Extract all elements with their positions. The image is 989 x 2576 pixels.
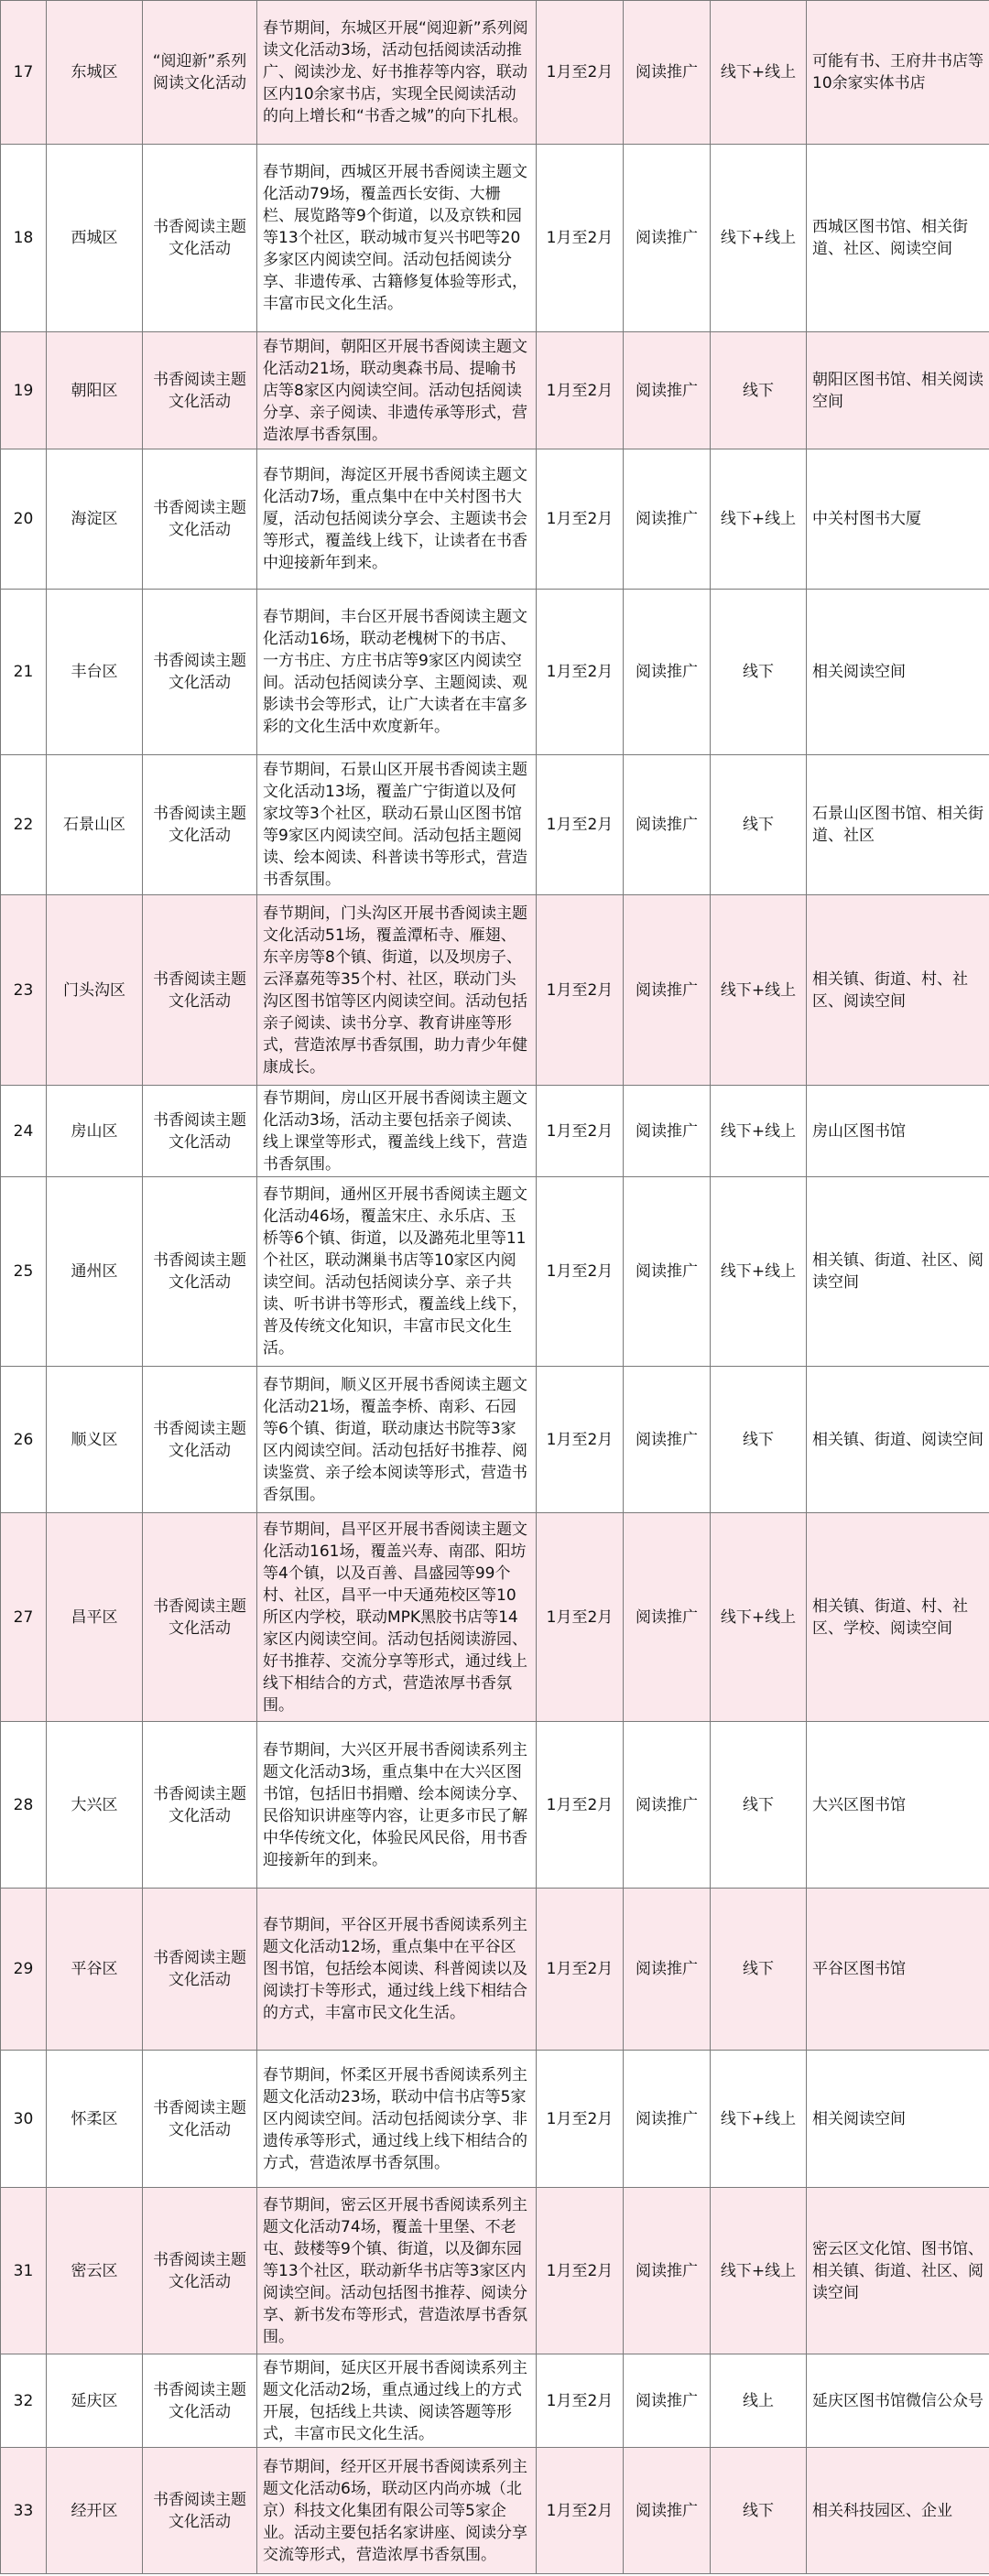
time-cell: 1月至2月 bbox=[537, 1367, 624, 1513]
venue-cell: 大兴区图书馆 bbox=[807, 1722, 989, 1889]
type-cell: 阅读推广 bbox=[624, 755, 711, 895]
type-cell: 阅读推广 bbox=[624, 2051, 711, 2188]
type-cell: 阅读推广 bbox=[624, 895, 711, 1086]
mode-cell: 线下 bbox=[711, 1367, 807, 1513]
row-number: 19 bbox=[1, 332, 47, 449]
description-cell: 春节期间，门头沟区开展书香阅读主题文化活动51场，覆盖潭柘寺、雁翅、东辛房等8个镇、街道，以及坝房子、云泽嘉苑等35个村、社区，联动门头沟区图书馆等区内阅读空间。活动包括亲子阅读、读书分享、教育讲座等形式，营造浓厚书香氛围，助力青少年健康成长。 bbox=[257, 895, 537, 1086]
activity-name-cell: “阅迎新”系列阅读文化活动 bbox=[143, 1, 257, 145]
description-cell: 春节期间，顺义区开展书香阅读主题文化活动21场，覆盖李桥、南彩、石园等6个镇、街道，联动康达书院等3家区内阅读空间。活动包括好书推荐、阅读鉴赏、亲子绘本阅读等形式，营造书香氛围。 bbox=[257, 1367, 537, 1513]
mode-cell: 线下+线上 bbox=[711, 145, 807, 332]
venue-cell: 石景山区图书馆、相关街道、社区 bbox=[807, 755, 989, 895]
mode-cell: 线下+线上 bbox=[711, 1, 807, 145]
table-row bbox=[1, 2354, 989, 2448]
row-number: 28 bbox=[1, 1722, 47, 1889]
description-cell: 春节期间，西城区开展书香阅读主题文化活动79场，覆盖西长安街、大栅栏、展览路等9个街道，以及京铁和园等13个社区，联动城市复兴书吧等20多家区内阅读空间。活动包括阅读分享、非遗传承、古籍修复体验等形式，丰富市民文化生活。 bbox=[257, 145, 537, 332]
row-number: 21 bbox=[1, 590, 47, 755]
activity-name-cell: 书香阅读主题文化活动 bbox=[143, 755, 257, 895]
description-cell: 春节期间，大兴区开展书香阅读系列主题文化活动3场，重点集中在大兴区图书馆，包括旧书捐赠、绘本阅读分享、民俗知识讲座等内容，让更多市民了解中华传统文化，体验民风民俗，用书香迎接新年的到来。 bbox=[257, 1722, 537, 1889]
row-number: 25 bbox=[1, 1177, 47, 1367]
activity-name-cell: 书香阅读主题文化活动 bbox=[143, 1086, 257, 1177]
description-cell: 春节期间，经开区开展书香阅读系列主题文化活动6场，联动区内尚亦城（北京）科技文化集团有限公司等5家企业。活动主要包括名家讲座、阅读分享交流等形式，营造浓厚书香氛围。 bbox=[257, 2448, 537, 2574]
type-cell: 阅读推广 bbox=[624, 1086, 711, 1177]
district-cell: 怀柔区 bbox=[47, 2051, 143, 2188]
district-cell: 东城区 bbox=[47, 1, 143, 145]
venue-cell: 相关阅读空间 bbox=[807, 590, 989, 755]
district-cell: 大兴区 bbox=[47, 1722, 143, 1889]
type-cell: 阅读推广 bbox=[624, 1513, 711, 1722]
time-cell: 1月至2月 bbox=[537, 1, 624, 145]
description-cell: 春节期间，昌平区开展书香阅读主题文化活动161场，覆盖兴寿、南邵、阳坊等4个镇，以及百善、昌盛园等99个村、社区，昌平一中天通苑校区等10所区内学校，联动MPK黑胶书店等14家区内阅读空间。活动包括阅读游园、好书推荐、交流分享等形式，通过线上线下相结合的方式，营造浓厚书香氛围。 bbox=[257, 1513, 537, 1722]
row-number: 20 bbox=[1, 449, 47, 590]
type-cell: 阅读推广 bbox=[624, 449, 711, 590]
time-cell: 1月至2月 bbox=[537, 145, 624, 332]
table-row bbox=[1, 1513, 989, 1722]
activity-name-cell: 书香阅读主题文化活动 bbox=[143, 895, 257, 1086]
venue-cell: 相关科技园区、企业 bbox=[807, 2448, 989, 2574]
time-cell: 1月至2月 bbox=[537, 1177, 624, 1367]
mode-cell: 线下 bbox=[711, 1722, 807, 1889]
district-cell: 通州区 bbox=[47, 1177, 143, 1367]
mode-cell: 线下+线上 bbox=[711, 449, 807, 590]
mode-cell: 线下 bbox=[711, 1889, 807, 2051]
description-cell: 春节期间，丰台区开展书香阅读主题文化活动16场，联动老槐树下的书店、一方书庄、方庄书店等9家区内阅读空间。活动包括阅读分享、主题阅读、观影读书会等形式，让广大读者在丰富多彩的文化生活中欢度新年。 bbox=[257, 590, 537, 755]
table-row bbox=[1, 332, 989, 449]
activity-name-cell: 书香阅读主题文化活动 bbox=[143, 2188, 257, 2354]
venue-cell: 房山区图书馆 bbox=[807, 1086, 989, 1177]
type-cell: 阅读推广 bbox=[624, 1722, 711, 1889]
venue-cell: 相关阅读空间 bbox=[807, 2051, 989, 2188]
row-number: 27 bbox=[1, 1513, 47, 1722]
district-cell: 房山区 bbox=[47, 1086, 143, 1177]
table-row bbox=[1, 2448, 989, 2574]
district-cell: 丰台区 bbox=[47, 590, 143, 755]
type-cell: 阅读推广 bbox=[624, 2354, 711, 2448]
description-cell: 春节期间，东城区开展“阅迎新”系列阅读文化活动3场，活动包括阅读活动推广、阅读沙龙、好书推荐等内容，联动区内10余家书店，实现全民阅读活动的向上增长和“书香之城”的向下扎根。 bbox=[257, 1, 537, 145]
table-row bbox=[1, 1889, 989, 2051]
description-cell: 春节期间，通州区开展书香阅读主题文化活动46场，覆盖宋庄、永乐店、玉桥等6个镇、街道，以及潞苑北里等11个社区，联动渊巢书店等10家区内阅读空间。活动包括阅读分享、亲子共读、听书讲书等形式，覆盖线上线下，普及传统文化知识，丰富市民文化生活。 bbox=[257, 1177, 537, 1367]
mode-cell: 线下 bbox=[711, 755, 807, 895]
time-cell: 1月至2月 bbox=[537, 332, 624, 449]
table-row bbox=[1, 755, 989, 895]
venue-cell: 西城区图书馆、相关街道、社区、阅读空间 bbox=[807, 145, 989, 332]
time-cell: 1月至2月 bbox=[537, 590, 624, 755]
type-cell: 阅读推广 bbox=[624, 1177, 711, 1367]
activity-name-cell: 书香阅读主题文化活动 bbox=[143, 1367, 257, 1513]
row-number: 33 bbox=[1, 2448, 47, 2574]
mode-cell: 线下 bbox=[711, 590, 807, 755]
venue-cell: 相关镇、街道、村、社区、学校、阅读空间 bbox=[807, 1513, 989, 1722]
time-cell: 1月至2月 bbox=[537, 755, 624, 895]
mode-cell: 线下+线上 bbox=[711, 2188, 807, 2354]
time-cell: 1月至2月 bbox=[537, 449, 624, 590]
time-cell: 1月至2月 bbox=[537, 2051, 624, 2188]
activity-name-cell: 书香阅读主题文化活动 bbox=[143, 1889, 257, 2051]
district-cell: 石景山区 bbox=[47, 755, 143, 895]
time-cell: 1月至2月 bbox=[537, 1722, 624, 1889]
mode-cell: 线下+线上 bbox=[711, 1177, 807, 1367]
mode-cell: 线下+线上 bbox=[711, 895, 807, 1086]
time-cell: 1月至2月 bbox=[537, 895, 624, 1086]
mode-cell: 线下+线上 bbox=[711, 1513, 807, 1722]
venue-cell: 朝阳区图书馆、相关阅读空间 bbox=[807, 332, 989, 449]
venue-cell: 延庆区图书馆微信公众号 bbox=[807, 2354, 989, 2448]
time-cell: 1月至2月 bbox=[537, 1513, 624, 1722]
type-cell: 阅读推广 bbox=[624, 1367, 711, 1513]
table-row bbox=[1, 590, 989, 755]
description-cell: 春节期间，平谷区开展书香阅读系列主题文化活动12场，重点集中在平谷区图书馆，包括绘本阅读、科普阅读以及阅读打卡等形式，通过线上线下相结合的方式，丰富市民文化生活。 bbox=[257, 1889, 537, 2051]
type-cell: 阅读推广 bbox=[624, 145, 711, 332]
district-cell: 昌平区 bbox=[47, 1513, 143, 1722]
time-cell: 1月至2月 bbox=[537, 2188, 624, 2354]
district-cell: 西城区 bbox=[47, 145, 143, 332]
district-cell: 门头沟区 bbox=[47, 895, 143, 1086]
district-cell: 海淀区 bbox=[47, 449, 143, 590]
table-row bbox=[1, 1086, 989, 1177]
row-number: 22 bbox=[1, 755, 47, 895]
row-number: 30 bbox=[1, 2051, 47, 2188]
time-cell: 1月至2月 bbox=[537, 1086, 624, 1177]
table-row bbox=[1, 2188, 989, 2354]
mode-cell: 线上 bbox=[711, 2354, 807, 2448]
district-cell: 平谷区 bbox=[47, 1889, 143, 2051]
table-row bbox=[1, 145, 989, 332]
venue-cell: 可能有书、王府井书店等10余家实体书店 bbox=[807, 1, 989, 145]
type-cell: 阅读推广 bbox=[624, 590, 711, 755]
row-number: 17 bbox=[1, 1, 47, 145]
row-number: 32 bbox=[1, 2354, 47, 2448]
description-cell: 春节期间，石景山区开展书香阅读主题文化活动13场，覆盖广宁街道以及何家坟等3个社区，联动石景山区图书馆等9家区内阅读空间。活动包括主题阅读、绘本阅读、科普读书等形式，营造书香氛围。 bbox=[257, 755, 537, 895]
description-cell: 春节期间，房山区开展书香阅读主题文化活动3场，活动主要包括亲子阅读、线上课堂等形式，覆盖线上线下，营造书香氛围。 bbox=[257, 1086, 537, 1177]
activity-name-cell: 书香阅读主题文化活动 bbox=[143, 1513, 257, 1722]
type-cell: 阅读推广 bbox=[624, 332, 711, 449]
district-cell: 密云区 bbox=[47, 2188, 143, 2354]
time-cell: 1月至2月 bbox=[537, 2448, 624, 2574]
table-row bbox=[1, 1722, 989, 1889]
mode-cell: 线下 bbox=[711, 2448, 807, 2574]
row-number: 31 bbox=[1, 2188, 47, 2354]
activity-name-cell: 书香阅读主题文化活动 bbox=[143, 1177, 257, 1367]
venue-cell: 相关镇、街道、阅读空间 bbox=[807, 1367, 989, 1513]
row-number: 23 bbox=[1, 895, 47, 1086]
row-number: 24 bbox=[1, 1086, 47, 1177]
table-row bbox=[1, 449, 989, 590]
description-cell: 春节期间，怀柔区开展书香阅读系列主题文化活动23场，联动中信书店等5家区内阅读空间。活动包括阅读分享、非遗传承等形式，通过线上线下相结合的方式，营造浓厚书香氛围。 bbox=[257, 2051, 537, 2188]
venue-cell: 相关镇、街道、社区、阅读空间 bbox=[807, 1177, 989, 1367]
activity-name-cell: 书香阅读主题文化活动 bbox=[143, 2051, 257, 2188]
district-cell: 延庆区 bbox=[47, 2354, 143, 2448]
activity-name-cell: 书香阅读主题文化活动 bbox=[143, 1722, 257, 1889]
activity-name-cell: 书香阅读主题文化活动 bbox=[143, 332, 257, 449]
district-cell: 经开区 bbox=[47, 2448, 143, 2574]
type-cell: 阅读推广 bbox=[624, 1889, 711, 2051]
activity-name-cell: 书香阅读主题文化活动 bbox=[143, 2354, 257, 2448]
venue-cell: 中关村图书大厦 bbox=[807, 449, 989, 590]
table-row bbox=[1, 895, 989, 1086]
table-row bbox=[1, 1177, 989, 1367]
mode-cell: 线下 bbox=[711, 332, 807, 449]
description-cell: 春节期间，延庆区开展书香阅读系列主题文化活动2场，重点通过线上的方式开展，包括线上共读、阅读答题等形式，丰富市民文化生活。 bbox=[257, 2354, 537, 2448]
type-cell: 阅读推广 bbox=[624, 2188, 711, 2354]
table-row bbox=[1, 2051, 989, 2188]
activity-name-cell: 书香阅读主题文化活动 bbox=[143, 2448, 257, 2574]
mode-cell: 线下+线上 bbox=[711, 1086, 807, 1177]
row-number: 29 bbox=[1, 1889, 47, 2051]
table-row bbox=[1, 1367, 989, 1513]
type-cell: 阅读推广 bbox=[624, 1, 711, 145]
district-cell: 顺义区 bbox=[47, 1367, 143, 1513]
activity-name-cell: 书香阅读主题文化活动 bbox=[143, 145, 257, 332]
table-row bbox=[1, 1, 989, 145]
description-cell: 春节期间，密云区开展书香阅读系列主题文化活动74场，覆盖十里堡、不老屯、鼓楼等9个镇、街道，以及御东园等13个社区，联动新华书店等3家区内阅读空间。活动包括图书推荐、阅读分享、新书发布等形式，营造浓厚书香氛围。 bbox=[257, 2188, 537, 2354]
venue-cell: 平谷区图书馆 bbox=[807, 1889, 989, 2051]
activity-name-cell: 书香阅读主题文化活动 bbox=[143, 449, 257, 590]
row-number: 26 bbox=[1, 1367, 47, 1513]
activity-name-cell: 书香阅读主题文化活动 bbox=[143, 590, 257, 755]
district-cell: 朝阳区 bbox=[47, 332, 143, 449]
mode-cell: 线下+线上 bbox=[711, 2051, 807, 2188]
venue-cell: 相关镇、街道、村、社区、阅读空间 bbox=[807, 895, 989, 1086]
venue-cell: 密云区文化馆、图书馆、相关镇、街道、社区、阅读空间 bbox=[807, 2188, 989, 2354]
time-cell: 1月至2月 bbox=[537, 2354, 624, 2448]
row-number: 18 bbox=[1, 145, 47, 332]
description-cell: 春节期间，海淀区开展书香阅读主题文化活动7场，重点集中在中关村图书大厦，活动包括阅读分享会、主题读书会等形式，覆盖线上线下，让读者在书香中迎接新年到来。 bbox=[257, 449, 537, 590]
description-cell: 春节期间，朝阳区开展书香阅读主题文化活动21场，联动奥森书局、提喻书店等8家区内阅读空间。活动包括阅读分享、亲子阅读、非遗传承等形式，营造浓厚书香氛围。 bbox=[257, 332, 537, 449]
time-cell: 1月至2月 bbox=[537, 1889, 624, 2051]
type-cell: 阅读推广 bbox=[624, 2448, 711, 2574]
